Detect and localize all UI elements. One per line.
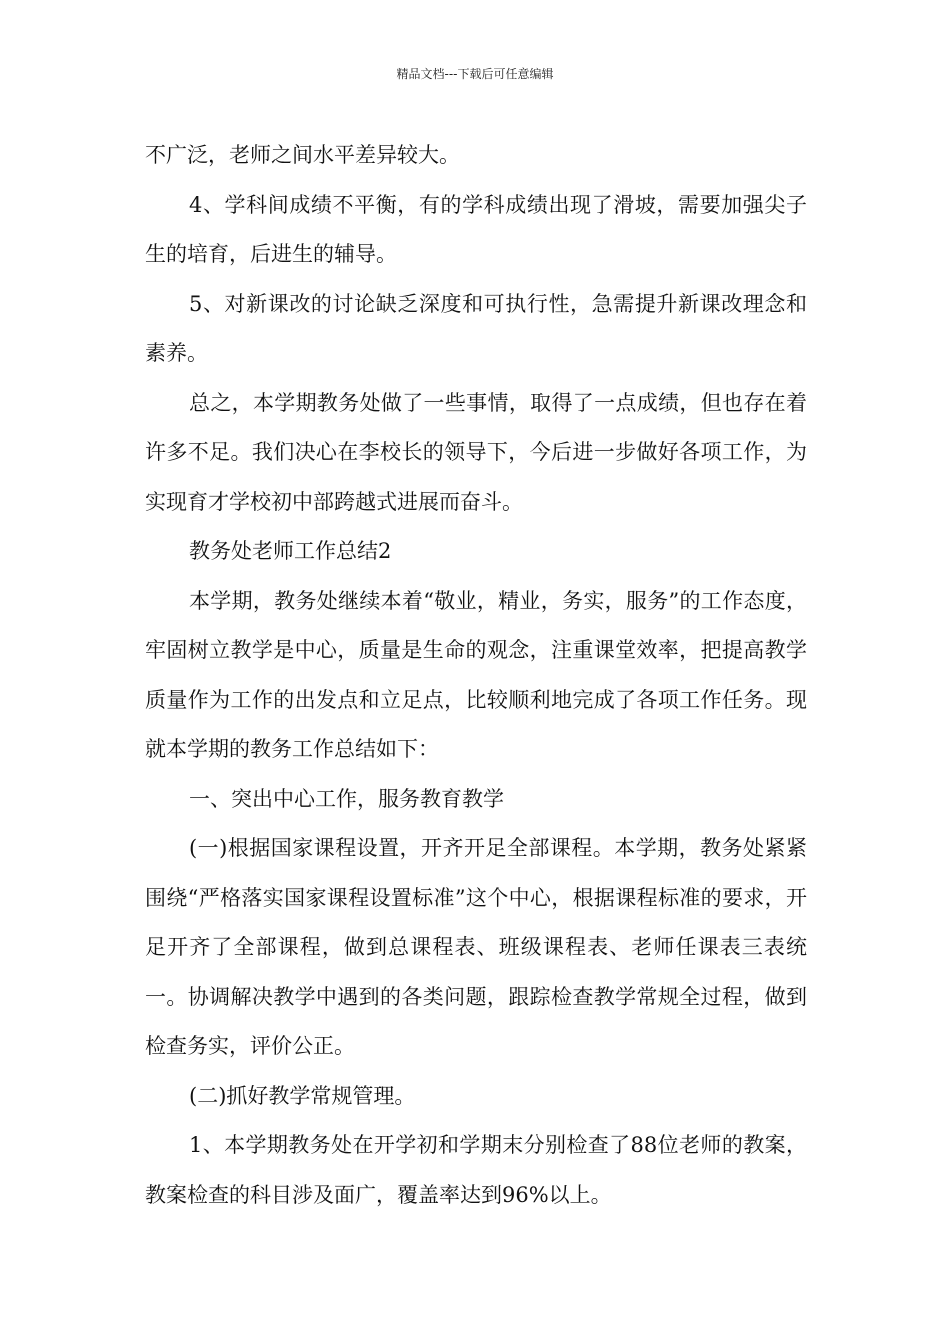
paragraph: 4、学科间成绩不平衡，有的学科成绩出现了滑坡，需要加强尖子生的培育，后进生的辅导。 [145, 192, 807, 266]
section-heading: 一、突出中心工作，服务教育教学 [189, 786, 504, 811]
document-body [145, 131, 807, 1220]
paragraph: (一)根据国家课程设置，开齐开足全部课程。本学期，教务处紧紧围绕“严格落实国家课程设置标准”这个中心，根据课程标准的要求，开足开齐了全部课程，做到总课程表、班级课程表、老师任课表三表统一。协调解决教学中遇到的各类问题，跟踪检查教学常规全过程，做到检查务实，评价公正。 [145, 836, 807, 1058]
paragraph: 5、对新课改的讨论缺乏深度和可执行性，急需提升新课改理念和素养。 [145, 291, 807, 365]
page-header: 精品文档---下载后可任意编辑 [396, 67, 554, 81]
paragraph: 1、本学期教务处在开学初和学期末分别检查了88位老师的教案，教案检查的科目涉及面广，覆盖率达到96%以上。 [145, 1133, 807, 1207]
paragraph: 本学期，教务处继续本着“敬业，精业，务实，服务”的工作态度，牢固树立教学是中心，质量是生命的观念，注重课堂效率，把提高教学质量作为工作的出发点和立足点，比较顺利地完成了各项工作任务。现就本学期的教务工作总结如下： [145, 588, 807, 761]
section-title: 教务处老师工作总结2 [189, 539, 392, 563]
sub-heading: (二)抓好教学常规管理。 [189, 1083, 416, 1108]
paragraph: 总之，本学期教务处做了一些事情，取得了一点成绩，但也存在着许多不足。我们决心在李校长的领导下，今后进一步做好各项工作，为实现育才学校初中部跨越式进展而奋斗。 [145, 390, 807, 514]
paragraph: 不广泛，老师之间水平差异较大。 [145, 143, 460, 167]
